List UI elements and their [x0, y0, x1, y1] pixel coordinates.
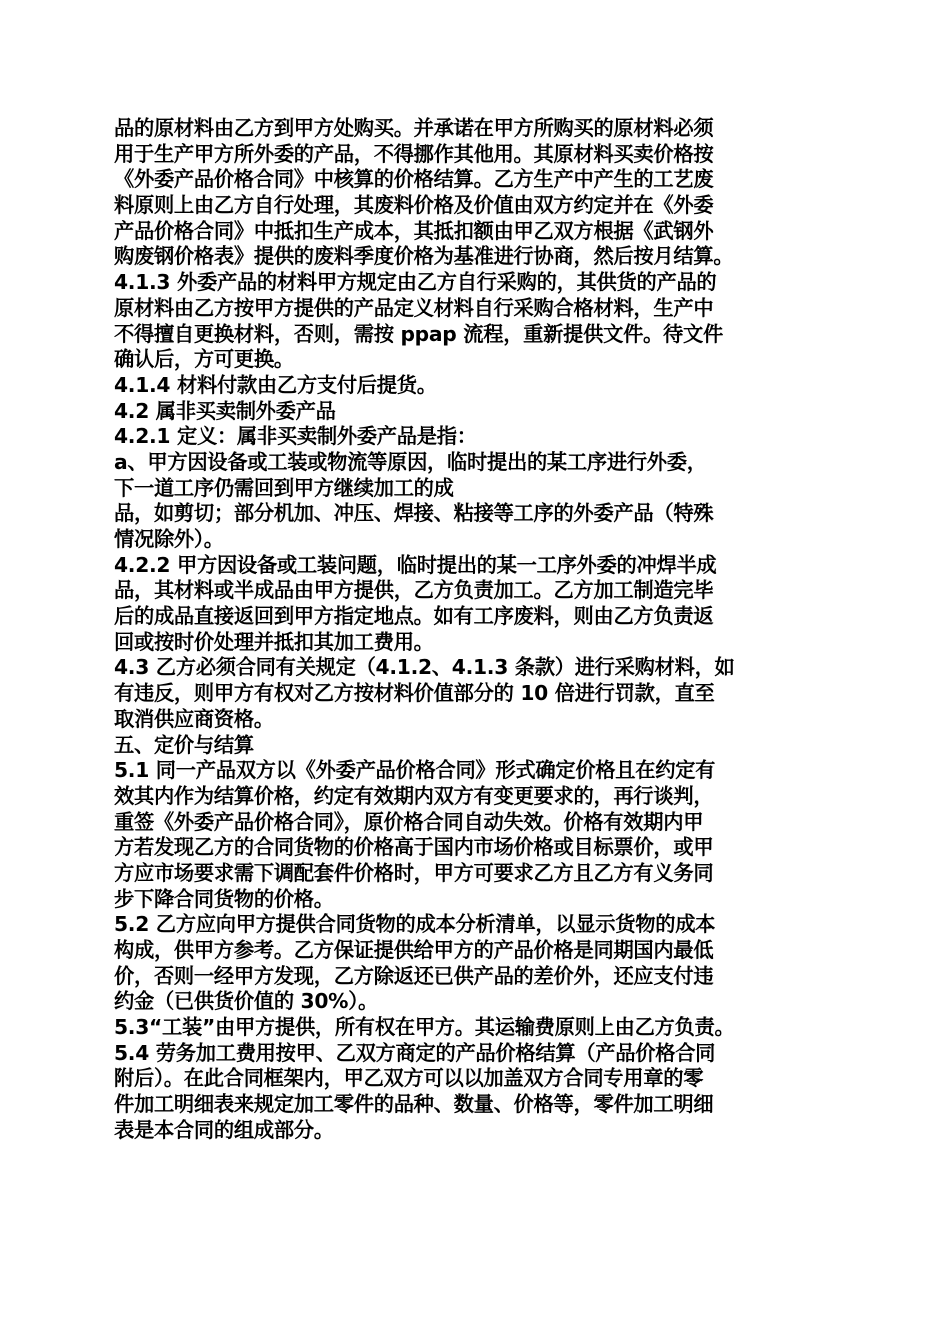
text-line: 料原则上由乙方自行处理，其废料价格及价值由双方约定并在《外委 — [114, 193, 714, 218]
text-line: 步下降合同货物的价格。 — [114, 886, 334, 911]
text-line: 重签《外委产品价格合同》，原价格合同自动失效。价格有效期内甲 — [114, 809, 704, 834]
text-line: 不得擅自更换材料，否则，需按 ppap 流程，重新提供文件。待文件 — [114, 321, 723, 346]
text-line: 件加工明细表来规定加工零件的品种、数量、价格等，零件加工明细 — [114, 1092, 714, 1117]
text-line: 品，其材料或半成品由甲方提供，乙方负责加工。乙方加工制造完毕 — [114, 578, 714, 603]
text-line: 原材料由乙方按甲方提供的产品定义材料自行采购合格材料，生产中 — [114, 295, 714, 320]
text-line: 价，否则一经甲方发现，乙方除返还已供产品的差价外，还应支付违 — [114, 963, 714, 988]
text-line: 5.4 劳务加工费用按甲、乙双方商定的产品价格结算（产品价格合同 — [114, 1040, 716, 1065]
text-line: 品的原材料由乙方到甲方处购买。并承诺在甲方所购买的原材料必须 — [114, 116, 714, 140]
text-line: a、甲方因设备或工装或物流等原因，临时提出的某工序进行外委， — [114, 449, 707, 474]
text-line: 后的成品直接返回到甲方指定地点。如有工序废料，则由乙方负责返 — [114, 604, 714, 629]
text-line: 确认后，方可更换。 — [114, 347, 294, 372]
text-line: 4.1.3 外委产品的材料甲方规定由乙方自行采购的，其供货的产品的 — [114, 270, 717, 295]
text-line: 回或按时价处理并抵扣其加工费用。 — [114, 629, 434, 654]
text-line: 下一道工序仍需回到甲方继续加工的成 — [114, 475, 454, 500]
text-line: 购废钢价格表》提供的废料季度价格为基准进行协商，然后按月结算。 — [114, 244, 734, 269]
text-line: 4.2 属非买卖制外委产品 — [114, 398, 336, 423]
text-line: 4.2.1 定义：属非买卖制外委产品是指： — [114, 424, 477, 449]
text-line: 4.2.2 甲方因设备或工装问题，临时提出的某一工序外委的冲焊半成 — [114, 552, 717, 577]
text-line: 效其内作为结算价格，约定有效期内双方有变更要求的，再行谈判， — [114, 783, 714, 808]
text-line: 方若发现乙方的合同货物的价格高于国内市场价格或目标票价，或甲 — [114, 835, 714, 860]
text-line: 有违反，则甲方有权对乙方按材料价值部分的 10 倍进行罚款，直至 — [114, 681, 715, 706]
text-line: 4.3 乙方必须合同有关规定（4.1.2、4.1.3 条款）进行采购材料，如 — [114, 655, 735, 680]
text-line: 取消供应商资格。 — [114, 706, 274, 731]
text-line: 情况除外）。 — [114, 527, 224, 551]
text-line: 构成，供甲方参考。乙方保证提供给甲方的产品价格是同期国内最低 — [114, 938, 714, 962]
text-line: 4.1.4 材料付款由乙方支付后提货。 — [114, 372, 437, 397]
text-line: 附后）。在此合同框架内，甲乙双方可以以加盖双方合同专用章的零 — [114, 1066, 704, 1091]
text-line: 5.2 乙方应向甲方提供合同货物的成本分析清单，以显示货物的成本 — [114, 912, 716, 937]
text-line: 方应市场要求需下调配套件价格时，甲方可要求乙方且乙方有义务同 — [114, 860, 714, 885]
text-line: 约金（已供货价值的 30%）。 — [114, 989, 379, 1014]
text-line: 品，如剪切；部分机加、冲压、焊接、粘接等工序的外委产品（特殊 — [114, 501, 714, 526]
contract-text — [114, 116, 844, 1144]
text-line: 5.1 同一产品双方以《外委产品价格合同》形式确定价格且在约定有 — [114, 758, 716, 783]
text-line: 五、定价与结算 — [114, 732, 254, 757]
text-line: 5.3“工装”由甲方提供，所有权在甲方。其运输费原则上由乙方负责。 — [114, 1015, 735, 1040]
text-line: 《外委产品价格合同》中核算的价格结算。乙方生产中产生的工艺废 — [114, 167, 714, 192]
text-line: 产品价格合同》中抵扣生产成本，其抵扣额由甲乙双方根据《武钢外 — [114, 218, 714, 243]
text-line: 表是本合同的组成部分。 — [114, 1117, 334, 1142]
text-line: 用于生产甲方所外委的产品，不得挪作其他用。其原材料买卖价格按 — [114, 141, 714, 166]
